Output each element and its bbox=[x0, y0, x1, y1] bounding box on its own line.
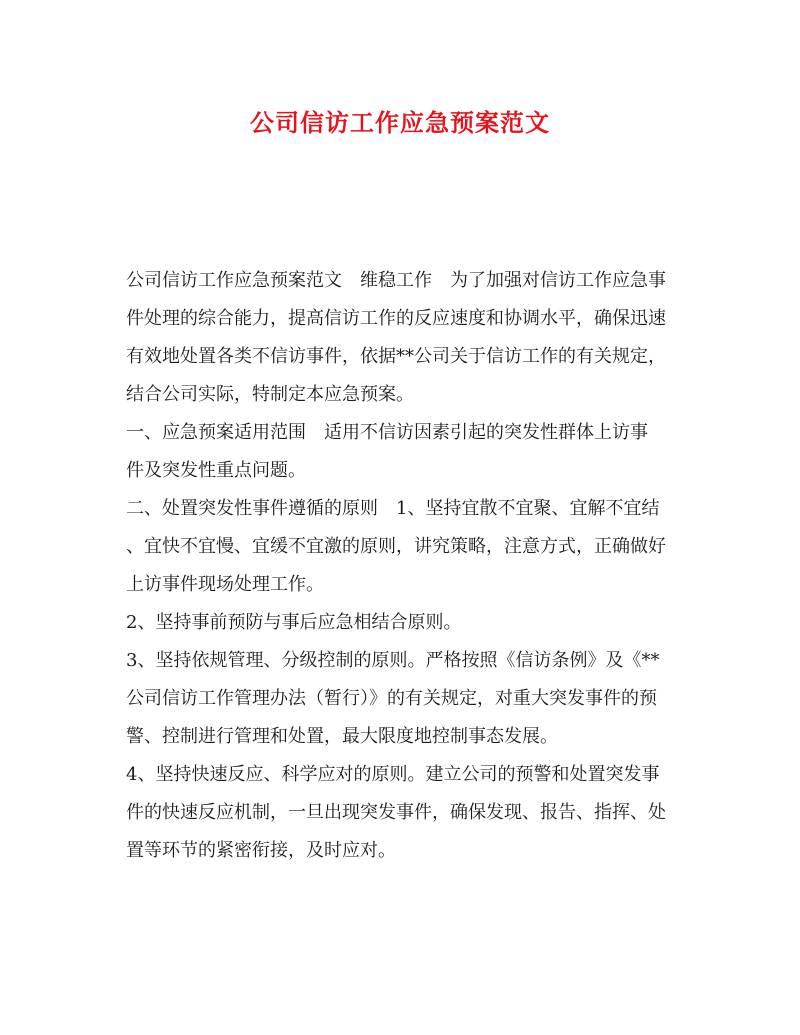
text-line: 公司信访工作应急预案范文 维稳工作 为了加强对信访工作应急事 bbox=[126, 270, 666, 291]
text-line: 有效地处置各类不信访事件，依据**公司关于信访工作的有关规定， bbox=[126, 346, 666, 367]
text-line: 4、坚持快速反应、科学应对的原则。建立公司的预警和处置突发事 bbox=[126, 764, 660, 785]
paragraph-principle-3 bbox=[126, 642, 674, 756]
paragraph-principle-4 bbox=[126, 756, 674, 870]
text-line: 置等环节的紧密衔接，及时应对。 bbox=[126, 840, 396, 861]
paragraph-section-1 bbox=[126, 414, 674, 490]
text-line: 件及突发性重点问题。 bbox=[126, 460, 306, 481]
text-line: 一、应急预案适用范围 适用不信访因素引起的突发性群体上访事 bbox=[126, 422, 648, 443]
text-line: 上访事件现场处理工作。 bbox=[126, 574, 324, 595]
text-line: 公司信访工作管理办法（暂行）》的有关规定，对重大突发事件的预 bbox=[126, 688, 657, 709]
text-line: 警、控制进行管理和处置，最大限度地控制事态发展。 bbox=[126, 726, 558, 747]
text-line: 3、坚持依规管理、分级控制的原则。严格按照《信访条例》及《** bbox=[126, 650, 660, 671]
paragraph-section-2 bbox=[126, 490, 674, 604]
text-line: 、宜快不宜慢、宜缓不宜激的原则，讲究策略，注意方式，正确做好 bbox=[126, 536, 666, 557]
paragraph-intro bbox=[126, 262, 674, 414]
paragraph-principle-2 bbox=[126, 604, 674, 642]
text-line: 二、处置突发性事件遵循的原则 1、坚持宜散不宜聚、宜解不宜结 bbox=[126, 498, 660, 519]
document-title: 公司信访工作应急预案范文 bbox=[250, 108, 550, 137]
text-line: 件的快速反应机制，一旦出现突发事件，确保发现、报告、指挥、处 bbox=[126, 802, 666, 823]
text-line: 件处理的综合能力，提高信访工作的反应速度和协调水平，确保迅速 bbox=[126, 308, 666, 329]
document-body bbox=[126, 262, 674, 870]
text-line: 结合公司实际，特制定本应急预案。 bbox=[126, 384, 414, 405]
text-line: 2、坚持事前预防与事后应急相结合原则。 bbox=[126, 612, 462, 633]
